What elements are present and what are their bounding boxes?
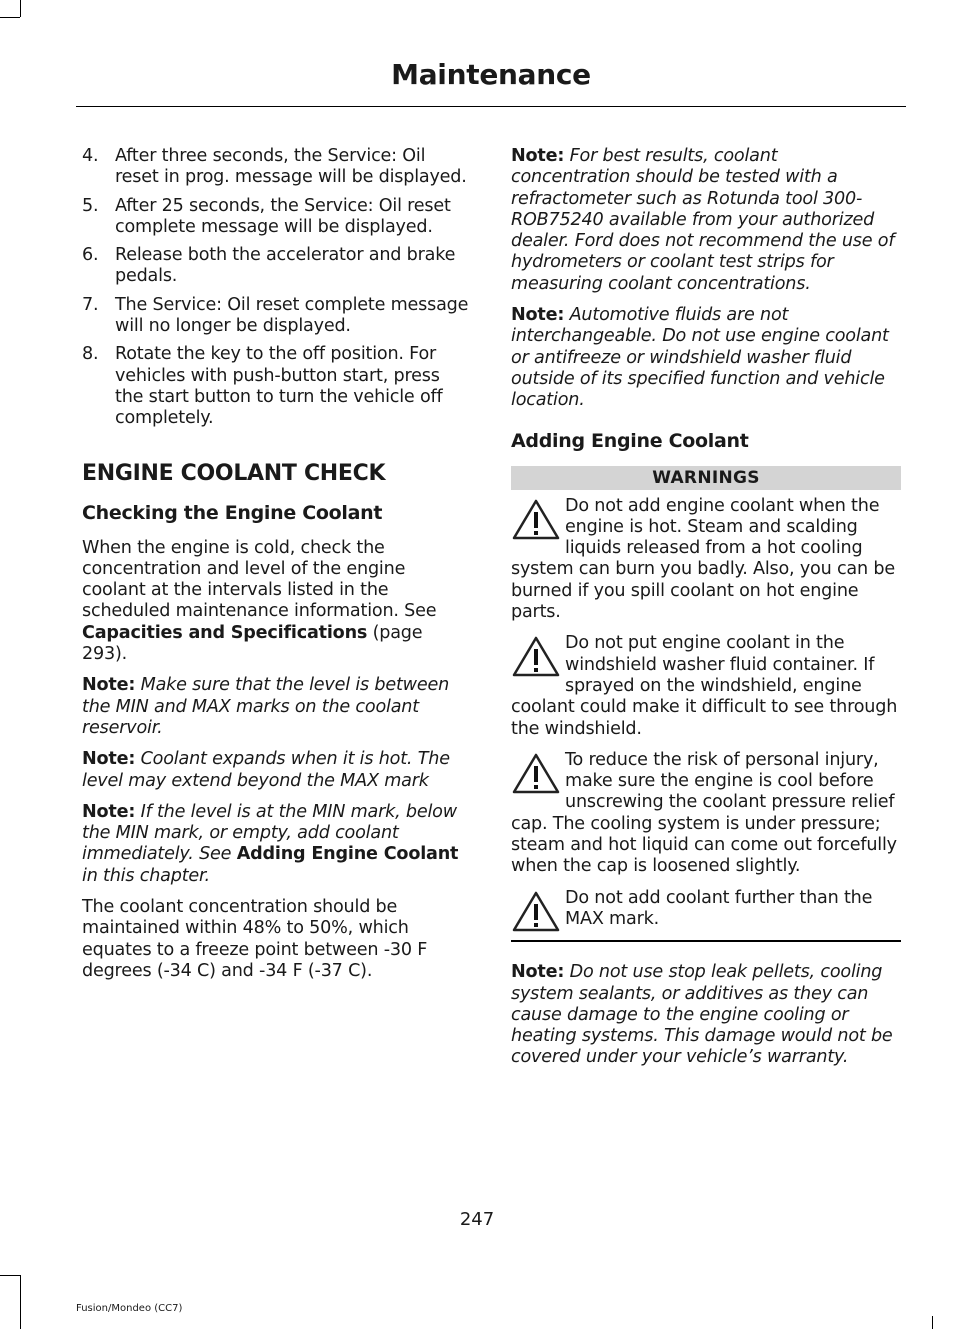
crop-mark bbox=[20, 0, 21, 17]
warning-triangle-icon bbox=[511, 752, 561, 796]
header-divider bbox=[76, 106, 906, 107]
crop-mark bbox=[20, 1275, 21, 1329]
footer-model: Fusion/Mondeo (CC7) bbox=[76, 1303, 183, 1314]
list-item: 5. After 25 seconds, the Service: Oil reset complete message will be displayed. bbox=[82, 195, 451, 237]
list-item: 6. Release both the accelerator and brake pedals. bbox=[82, 245, 456, 287]
list-item: 7. The Service: Oil reset complete message will no longer be displayed. bbox=[82, 294, 469, 337]
list-item: 4. After three seconds, the Service: Oil reset in prog. message will be displayed. bbox=[82, 146, 467, 188]
page-number: 247 bbox=[459, 1209, 495, 1230]
cross-reference-link[interactable]: Adding Engine Coolant bbox=[236, 844, 459, 865]
warnings-divider bbox=[511, 940, 901, 942]
oil-reset-steps bbox=[82, 146, 472, 430]
warning-triangle-icon bbox=[511, 498, 561, 542]
section-title: ENGINE COOLANT CHECK bbox=[82, 460, 386, 486]
list-item: 8. Rotate the key to the off position. For vehicles with push-button start, press the start button to turn the vehicle off completely. bbox=[82, 344, 443, 429]
warning-item: Do not add engine coolant when the engine is hot. Steam and scalding liquids released from a hot cooling system can burn you badly. Also, you can be burned if you spill coolant on hot engine parts. bbox=[511, 495, 895, 623]
warning-item: Do not put engine coolant in the windshield washer fluid container. If sprayed on the windshield, engine coolant could make it difficult to see through the windshield. bbox=[511, 633, 898, 739]
note-expansion: Note: Coolant expands when it is hot. The level may extend beyond the MAX mark bbox=[82, 749, 450, 791]
intro-paragraph: When the engine is cold, check the concentration and level of the engine coolant at the intervals listed in the scheduled maintenance information. See Capacities and Specifications (page 293). bbox=[82, 537, 437, 665]
right-column bbox=[511, 146, 901, 1079]
subsection-title: Checking the Engine Coolant bbox=[82, 501, 383, 524]
warning-item: Do not add coolant further than the MAX mark. bbox=[511, 888, 901, 931]
note-refractometer: Note: For best results, coolant concentration should be tested with a refractometer such as Rotunda tool 300-ROB75240 available from your authorized dealer. Ford does not recommend the use of hydrometers or coolant test strips for measuring coolant concentrations. bbox=[511, 146, 895, 294]
warning-item: To reduce the risk of personal injury, make sure the engine is cool before unscrewing the coolant pressure relief cap. The cooling system is under pressure; steam and hot liquid can come out forcefully when the cap is loosened slightly. bbox=[511, 749, 897, 877]
warning-triangle-icon bbox=[511, 635, 561, 679]
note-min-level: Note: If the level is at the MIN mark, below the MIN mark, or empty, add coolant immediately. See Adding Engine Coolant in this chapter. bbox=[82, 801, 459, 886]
crop-mark bbox=[0, 1275, 20, 1276]
page-title: Maintenance bbox=[391, 58, 591, 91]
left-column bbox=[82, 146, 472, 992]
concentration-paragraph: The coolant concentration should be maintained within 48% to 50%, which equates to a freeze point between -30 F degrees (-34 C) and -34 F (-37 C). bbox=[82, 897, 428, 981]
note-stop-leak: Note: Do not use stop leak pellets, cooling system sealants, or additives as they can cause damage to the engine cooling or heating systems. This damage would not be covered under your vehicle’s warranty. bbox=[511, 962, 893, 1068]
cross-reference-link[interactable]: Capacities and Specifications bbox=[82, 622, 368, 643]
warnings-header: WARNINGS bbox=[511, 466, 901, 490]
subsection-title: Adding Engine Coolant bbox=[511, 429, 749, 452]
crop-mark bbox=[0, 17, 20, 18]
crop-mark bbox=[932, 1316, 933, 1329]
warning-triangle-icon bbox=[511, 890, 561, 934]
note-level: Note: Make sure that the level is between the MIN and MAX marks on the coolant reservoir. bbox=[82, 675, 450, 738]
note-fluids: Note: Automotive fluids are not interchangeable. Do not use engine coolant or antifreeze or windshield washer fluid outside of its specified function and vehicle location. bbox=[511, 305, 889, 411]
